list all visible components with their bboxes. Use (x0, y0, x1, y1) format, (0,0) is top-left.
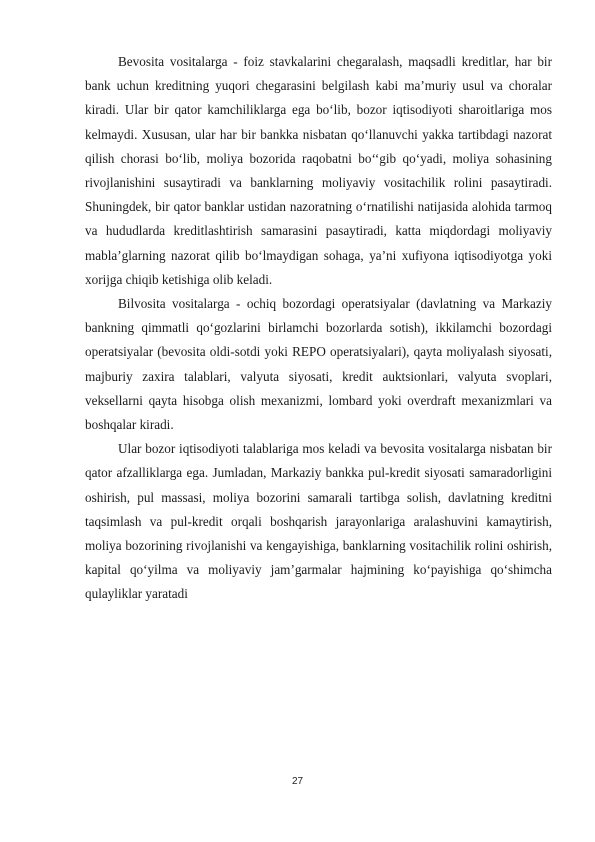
paragraph: Bevosita vositalarga - foiz stavkalarini chegaralash, maqsadli kreditlar, har bir bank uchun kreditning yuqori chegarasini belgilash kabi ma’muriy usul va choralar kiradi. Ular bir qator kamchiliklarga ega bo‘lib, bozor iqtisodiyoti sharoitlariga mos kelmaydi. Xususan, ular har bir bankka nisbatan qo‘llanuvchi yakka tartibdagi nazorat qilish chorasi bo‘lib, moliya bozorida raqobatni bo‘‘gib qo‘yadi, moliya sohasining rivojlanishini susaytiradi va banklarning moliyaviy vositachilik rolini pasaytiradi. Shuningdek, bir qator banklar ustidan nazoratning o‘rnatilishi natijasida alohida tarmoq va hududlarda kreditlashtirish samarasini pasaytiradi, katta miqdordagi moliyaviy mabla’glarning nazorat qilib bo‘lmaydigan sohaga, ya’ni xufiyona iqtisodiyotga yoki xorijga chiqib ketishiga olib keladi. (85, 54, 552, 287)
paragraph: Ular bozor iqtisodiyoti talablariga mos keladi va bevosita vositalarga nisbatan bir qator afzalliklarga ega. Jumladan, Markaziy bankka pul-kredit siyosati samaradorligini oshirish, pul massasi, moliya bozorini samarali tartibga solish, davlatning kreditni taqsimlash va pul-kredit orqali boshqarish jarayonlariga aralashuvini kamaytirish, moliya bozorining rivojlanishi va kengayishiga, banklarning vositachilik rolini oshirish, kapital qo‘yilma va moliyaviy jam’garmalar hajmining ko‘payishiga qo‘shimcha qulayliklar yaratadi (85, 441, 552, 602)
paragraph: Bilvosita vositalarga - ochiq bozordagi operatsiyalar (davlatning va Markaziy bankning qimmatli qo‘gozlarini birlamchi bozorlarda sotish), ikkilamchi bozordagi operatsiyalar (bevosita oldi-sotdi yoki REPO operatsiyalari), qayta moliyalash siyosati, majburiy zaxira talablari, valyuta siyosati, kredit auktsionlari, valyuta svoplari, veksellarni qayta hisobga olish mexanizmi, lombard yoki overdraft mexanizmlari va boshqalar kiradi. (85, 296, 552, 433)
page-number: 27 (291, 776, 304, 787)
body-text (85, 50, 552, 607)
